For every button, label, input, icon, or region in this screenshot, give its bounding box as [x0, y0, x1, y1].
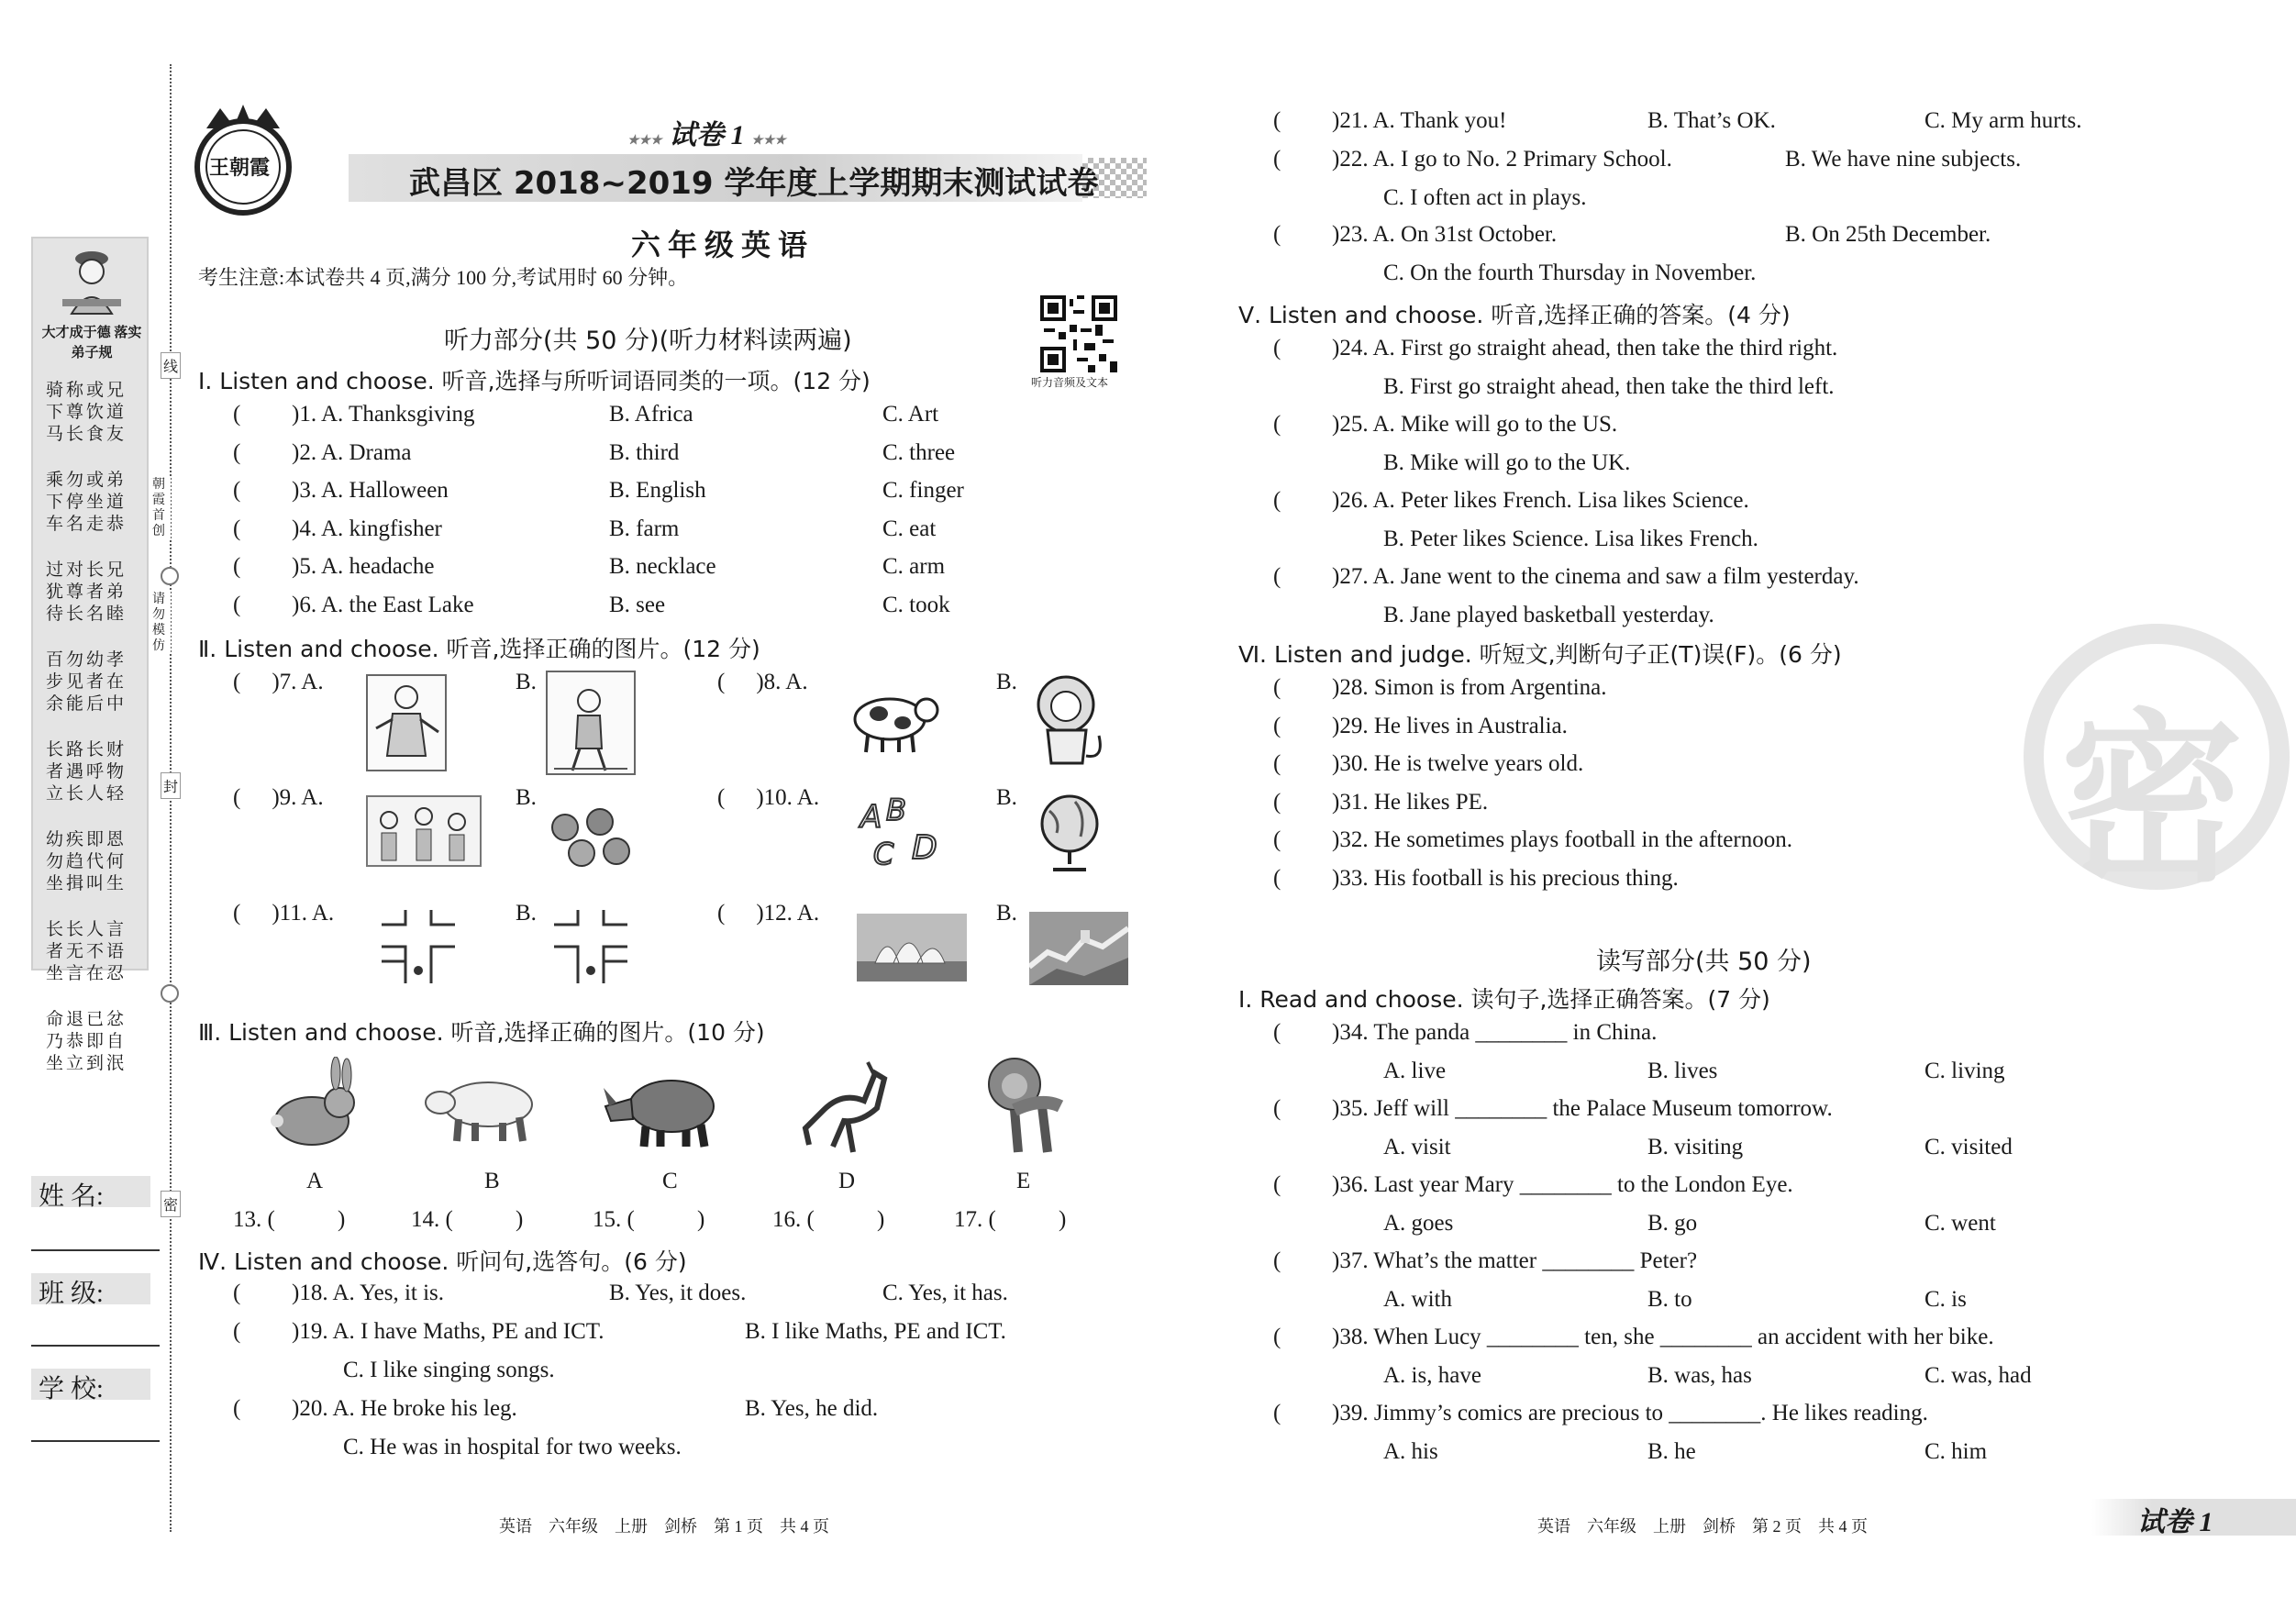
- motto-line: 百勿幼孝: [46, 650, 128, 670]
- secret-watermark: [2024, 624, 2290, 907]
- motto-title: 大才成于德 落实弟子规: [41, 326, 142, 360]
- svg-text:B: B: [886, 793, 906, 827]
- answer-paren[interactable]: (: [1273, 564, 1281, 589]
- question-option-a[interactable]: A. visit: [1383, 1135, 1451, 1159]
- answer-paren[interactable]: (: [1273, 336, 1281, 360]
- question-option-a[interactable]: )3. A. Halloween: [292, 478, 449, 504]
- q22-paren[interactable]: (: [1273, 147, 1281, 172]
- question-option-a[interactable]: )1. A. Thanksgiving: [292, 402, 475, 427]
- q23-b[interactable]: B. On 25th December.: [1785, 222, 1991, 247]
- pic-lion[interactable]: [978, 1051, 1073, 1154]
- judge-statement: )33. His football is his precious thing.: [1332, 866, 1679, 891]
- name-field-line[interactable]: [31, 1249, 160, 1251]
- fill-blank-question: )39. Jimmy’s comics are precious to ________. He likes reading.: [1332, 1401, 1928, 1425]
- pic-8b-lion[interactable]: [1027, 671, 1106, 771]
- question-option-a[interactable]: A. his: [1383, 1439, 1438, 1464]
- q18-c[interactable]: C. Yes, it has.: [882, 1281, 1008, 1305]
- question-option-b[interactable]: B. Africa: [609, 402, 693, 427]
- judge-statement: )29. He lives in Australia.: [1332, 713, 1568, 738]
- fill-blank-question: )36. Last year Mary ________ to the London Eye.: [1332, 1172, 1793, 1197]
- answer-slot-number: 15. (: [593, 1207, 635, 1232]
- question-option-b[interactable]: B. English: [609, 478, 706, 504]
- section-4-title: Ⅳ. Listen and choose. 听问句,选答句。(6 分): [198, 1248, 687, 1275]
- question-option-c[interactable]: C. living: [1924, 1059, 2005, 1083]
- answer-paren[interactable]: (: [1273, 751, 1281, 777]
- q9-num: )9. A.: [272, 785, 324, 810]
- q21-a[interactable]: )21. A. Thank you!: [1332, 108, 1507, 133]
- answer-paren[interactable]: (: [1273, 675, 1281, 700]
- answer-paren[interactable]: (: [1273, 488, 1281, 513]
- answer-slot-number: 16. (: [772, 1207, 815, 1232]
- scholar-figure: [53, 246, 130, 319]
- school-field-line[interactable]: [31, 1440, 160, 1442]
- star-deco: ★★★: [627, 134, 662, 148]
- q21-paren[interactable]: (: [1273, 108, 1281, 133]
- pic-11b-map-route[interactable]: [547, 906, 635, 985]
- q11-num: )11. A.: [272, 901, 335, 926]
- answer-paren[interactable]: (: [233, 478, 241, 504]
- q23-c[interactable]: C. On the fourth Thursday in November.: [1383, 261, 1757, 285]
- svg-text:C: C: [873, 837, 894, 871]
- answer-paren[interactable]: (: [1273, 713, 1281, 738]
- q8-b-label: B.: [996, 670, 1017, 694]
- motto-line: 马长食友: [46, 425, 128, 444]
- motto-line: 下停坐道: [46, 493, 128, 512]
- q10-num: )10. A.: [756, 785, 820, 810]
- motto-line: 者无不语: [46, 942, 128, 961]
- question-option-b[interactable]: B. Peter likes Science. Lisa likes French.: [1383, 527, 1758, 551]
- question-option-a[interactable]: A. with: [1383, 1287, 1452, 1312]
- question-option-c[interactable]: C. went: [1924, 1211, 1996, 1236]
- question-option-b[interactable]: B. third: [609, 439, 680, 465]
- answer-paren[interactable]: (: [1273, 1020, 1281, 1045]
- answer-paren[interactable]: (: [233, 593, 241, 617]
- question-option-a[interactable]: A. goes: [1383, 1211, 1454, 1236]
- paper-badge-text: 试卷 1: [669, 120, 745, 150]
- motto-line: 犹尊者弟: [46, 582, 128, 602]
- q10-b-label: B.: [996, 785, 1017, 810]
- judge-statement: )28. Simon is from Argentina.: [1332, 675, 1607, 700]
- motto-line: 命退已忿: [46, 1010, 128, 1029]
- qr-caption: 听力音频及文本: [1031, 376, 1109, 389]
- picture-letter: A: [306, 1169, 324, 1193]
- q20-a[interactable]: )20. A. He broke his leg.: [292, 1396, 517, 1421]
- pic-9a-children-playing[interactable]: [365, 794, 482, 868]
- answer-paren[interactable]: (: [233, 439, 241, 465]
- answer-slot-number: 13. (: [233, 1207, 275, 1232]
- question-option-c[interactable]: C. three: [882, 439, 956, 465]
- q18-a[interactable]: )18. A. Yes, it is.: [292, 1281, 445, 1305]
- motto-line: 长路长财: [46, 740, 128, 760]
- motto-line: 幼疾即恩: [46, 830, 128, 849]
- pic-12a-sydney-opera-house[interactable]: [857, 914, 967, 981]
- motto-line: 余能后中: [46, 694, 128, 714]
- fill-blank-question: )35. Jeff will ________ the Palace Museum tomorrow.: [1332, 1096, 1833, 1121]
- picture-letter: C: [662, 1169, 678, 1193]
- q22-c[interactable]: C. I often act in plays.: [1383, 185, 1587, 210]
- motto-line: 待长名睦: [46, 604, 128, 624]
- answer-paren[interactable]: (: [1273, 412, 1281, 437]
- pic-10b-globe[interactable]: [1033, 787, 1106, 875]
- section-7-title: Ⅰ. Read and choose. 读句子,选择正确答案。(7 分): [1238, 986, 1770, 1013]
- pic-polar-bear[interactable]: [424, 1066, 547, 1143]
- section-2-title: Ⅱ. Listen and choose. 听音,选择正确的图片。(12 分): [198, 636, 760, 662]
- question-option-a[interactable]: A. is, have: [1383, 1363, 1481, 1388]
- q9-label[interactable]: ( )9. A.: [233, 785, 324, 810]
- motto-line: 车名走恭: [46, 515, 128, 534]
- question-option-b[interactable]: B. visiting: [1647, 1135, 1744, 1159]
- listen-title: 听力部分(共 50 分)(听力材料读两遍): [444, 327, 852, 355]
- side-note-feng: 封: [161, 772, 181, 799]
- logo-text: 王朝霞: [209, 156, 271, 179]
- question-option-c[interactable]: C. eat: [882, 516, 937, 541]
- section-6-title: Ⅵ. Listen and judge. 听短文,判断句子正(T)误(F)。(6 分): [1238, 641, 1842, 668]
- q10-label[interactable]: ( )10. A.: [717, 785, 820, 810]
- question-option-a[interactable]: )2. A. Drama: [292, 439, 412, 465]
- question-option-b[interactable]: B. Mike will go to the UK.: [1383, 450, 1631, 475]
- answer-slot-close[interactable]: ): [516, 1207, 524, 1232]
- motto-line: 坐立到泯: [46, 1054, 128, 1073]
- read-write-title: 读写部分(共 50 分): [1596, 948, 1812, 976]
- question-option-a[interactable]: )26. A. Peter likes French. Lisa likes Science.: [1332, 488, 1749, 513]
- motto-line: 乃恭即自: [46, 1032, 128, 1051]
- q19-paren[interactable]: (: [233, 1319, 241, 1344]
- pic-7b-boy-hurt[interactable]: [545, 670, 637, 776]
- q22-a[interactable]: )22. A. I go to No. 2 Primary School.: [1332, 147, 1672, 172]
- q7-num: )7. A.: [272, 670, 324, 694]
- fill-blank-question: )34. The panda ________ in China.: [1332, 1020, 1658, 1045]
- question-option-a[interactable]: )4. A. kingfisher: [292, 516, 442, 541]
- q11-label[interactable]: ( )11. A.: [233, 901, 335, 926]
- question-option-b[interactable]: B. he: [1647, 1439, 1696, 1464]
- answer-paren[interactable]: (: [1273, 1096, 1281, 1121]
- qr-code[interactable]: [1040, 295, 1117, 372]
- answer-slot-number: 14. (: [411, 1207, 453, 1232]
- q20-c[interactable]: C. He was in hospital for two weeks.: [343, 1435, 682, 1459]
- school-field-text: 学 校:: [39, 1375, 104, 1403]
- q18-b[interactable]: B. Yes, it does.: [609, 1281, 747, 1305]
- q23-paren[interactable]: (: [1273, 222, 1281, 247]
- q19-a[interactable]: )19. A. I have Maths, PE and ICT.: [292, 1319, 605, 1344]
- q20-paren[interactable]: (: [233, 1396, 241, 1421]
- svg-text:A: A: [860, 799, 882, 836]
- question-option-c[interactable]: C. visited: [1924, 1135, 2013, 1159]
- q21-c[interactable]: C. My arm hurts.: [1924, 108, 2082, 133]
- q12-b-label: B.: [996, 901, 1017, 926]
- exam-notice: 考生注意:本试卷共 4 页,满分 100 分,考试用时 60 分钟。: [198, 266, 689, 289]
- binding-hole-icon: [161, 984, 179, 1003]
- answer-slot-number: 17. (: [954, 1207, 996, 1232]
- answer-paren[interactable]: (: [1273, 1401, 1281, 1425]
- fill-blank-question: )38. When Lucy ________ ten, she ________ an accident with her bike.: [1332, 1325, 1994, 1349]
- question-option-c[interactable]: C. took: [882, 593, 950, 617]
- exam-title: 武昌区 2018~2019 学年度上学期期末测试试卷: [409, 165, 1099, 202]
- answer-paren[interactable]: (: [1273, 866, 1281, 891]
- right-page-footer: 英语 六年级 上册 剑桥 第 2 页 共 4 页: [1537, 1517, 1868, 1536]
- answer-paren[interactable]: (: [1273, 789, 1281, 815]
- question-option-c[interactable]: C. is: [1924, 1287, 1967, 1312]
- star-deco: ★★★: [751, 134, 786, 148]
- motto-line: 勿趋代何: [46, 852, 128, 871]
- question-option-c[interactable]: C. was, had: [1924, 1363, 2032, 1388]
- judge-statement: )30. He is twelve years old.: [1332, 751, 1584, 777]
- answer-paren[interactable]: (: [233, 402, 241, 427]
- left-page-footer: 英语 六年级 上册 剑桥 第 1 页 共 4 页: [499, 1517, 829, 1536]
- answer-slot-close[interactable]: ): [338, 1207, 346, 1232]
- q8-label[interactable]: ( )8. A.: [717, 670, 808, 694]
- question-option-a[interactable]: )6. A. the East Lake: [292, 593, 474, 617]
- pic-7a-boy-falling[interactable]: [365, 673, 448, 772]
- q9-b-label: B.: [516, 785, 537, 810]
- question-option-a[interactable]: )27. A. Jane went to the cinema and saw a film yesterday.: [1332, 564, 1859, 589]
- side-note-mi: 密: [161, 1191, 181, 1217]
- question-option-a[interactable]: )24. A. First go straight ahead, then take the third right.: [1332, 336, 1838, 360]
- question-option-a[interactable]: )5. A. headache: [292, 554, 435, 580]
- pic-8a-cow[interactable]: [842, 682, 941, 756]
- motto-line: 骑称或兄: [46, 381, 128, 400]
- question-option-c[interactable]: C. arm: [882, 554, 946, 580]
- q23-a[interactable]: )23. A. On 31st October.: [1332, 222, 1558, 247]
- question-option-b[interactable]: B. lives: [1647, 1059, 1718, 1083]
- motto-line: 立长人轻: [46, 784, 128, 804]
- motto-line: 长长人言: [46, 920, 128, 939]
- class-field-line[interactable]: [31, 1345, 160, 1347]
- q20-b[interactable]: B. Yes, he did.: [745, 1396, 879, 1421]
- section-1-title: Ⅰ. Listen and choose. 听音,选择与所听词语同类的一项。(12 分): [198, 368, 871, 394]
- answer-paren[interactable]: (: [233, 554, 241, 580]
- question-option-b[interactable]: B. Jane played basketball yesterday.: [1383, 603, 1714, 627]
- pic-rabbit[interactable]: [255, 1057, 365, 1152]
- answer-paren[interactable]: (: [233, 516, 241, 541]
- question-option-b[interactable]: B. necklace: [609, 554, 716, 580]
- pic-11a-map-route[interactable]: [374, 906, 462, 985]
- pic-horse[interactable]: [796, 1055, 888, 1158]
- section-5-title: Ⅴ. Listen and choose. 听音,选择正确的答案。(4 分): [1238, 302, 1791, 328]
- q19-c[interactable]: C. I like singing songs.: [343, 1358, 555, 1382]
- q7-b-label: B.: [516, 670, 537, 694]
- question-option-c[interactable]: C. him: [1924, 1439, 1988, 1464]
- section-3-title: Ⅲ. Listen and choose. 听音,选择正确的图片。(10 分): [198, 1019, 765, 1046]
- q8-num: )8. A.: [756, 670, 808, 694]
- motto-line: 下尊饮道: [46, 403, 128, 422]
- pic-12b-great-wall[interactable]: [1029, 912, 1128, 985]
- pic-rhino[interactable]: [600, 1066, 725, 1148]
- svg-text:D: D: [912, 829, 937, 867]
- judge-statement: )31. He likes PE.: [1332, 789, 1489, 815]
- q12-label[interactable]: ( )12. A.: [717, 901, 820, 926]
- answer-slot-close[interactable]: ): [877, 1207, 885, 1232]
- answer-slot-close[interactable]: ): [1059, 1207, 1067, 1232]
- q18-paren[interactable]: (: [233, 1281, 241, 1305]
- question-option-b[interactable]: B. was, has: [1647, 1363, 1752, 1388]
- answer-slot-close[interactable]: ): [697, 1207, 705, 1232]
- answer-paren[interactable]: (: [1273, 1325, 1281, 1349]
- answer-paren[interactable]: (: [1273, 827, 1281, 853]
- fill-blank-question: )37. What’s the matter ________ Peter?: [1332, 1248, 1698, 1273]
- answer-paren[interactable]: (: [1273, 1172, 1281, 1197]
- side-note-xian: 线: [161, 352, 181, 379]
- question-option-c[interactable]: C. Art: [882, 402, 939, 427]
- question-option-b[interactable]: B. to: [1647, 1287, 1692, 1312]
- name-field-text: 姓 名:: [39, 1182, 104, 1211]
- motto-line: 者遇呼物: [46, 762, 128, 782]
- motto-line: 乘勿或弟: [46, 471, 128, 490]
- answer-paren[interactable]: (: [1273, 1248, 1281, 1273]
- paper-badge: [627, 112, 786, 152]
- picture-letter: D: [838, 1169, 856, 1193]
- question-option-b[interactable]: B. go: [1647, 1211, 1698, 1236]
- motto-panel: [31, 237, 149, 1073]
- picture-letter: E: [1016, 1169, 1031, 1193]
- q19-b[interactable]: B. I like Maths, PE and ICT.: [745, 1319, 1006, 1344]
- motto-line: 坐言在忍: [46, 964, 128, 983]
- side-note-nocopy: 请勿模仿: [152, 592, 171, 654]
- question-option-a[interactable]: )25. A. Mike will go to the US.: [1332, 412, 1618, 437]
- q12-num: )12. A.: [756, 901, 820, 926]
- q11-b-label: B.: [516, 901, 537, 926]
- question-option-a[interactable]: A. live: [1383, 1059, 1447, 1083]
- pic-10a-letters-abcd[interactable]: [853, 793, 954, 875]
- q7-label[interactable]: ( )7. A.: [233, 670, 324, 694]
- picture-letter: B: [484, 1169, 500, 1193]
- binding-hole-icon: [161, 567, 179, 585]
- class-field-text: 班 级:: [39, 1280, 104, 1308]
- pic-9b-balls[interactable]: [545, 805, 633, 871]
- subject-title: 六 年 级 英 语: [631, 228, 808, 261]
- question-option-c[interactable]: C. finger: [882, 478, 964, 504]
- motto-line: 过对长兄: [46, 560, 128, 580]
- question-option-b[interactable]: B. see: [609, 593, 666, 617]
- q21-b[interactable]: B. That’s OK.: [1647, 108, 1776, 133]
- side-note-original: 朝霞首创: [152, 477, 171, 539]
- motto-line: 步见者在: [46, 672, 128, 692]
- judge-statement: )32. He sometimes plays football in the afternoon.: [1332, 827, 1792, 853]
- corner-badge: 试卷 1: [2137, 1507, 2213, 1537]
- q22-b[interactable]: B. We have nine subjects.: [1785, 147, 2022, 172]
- question-option-b[interactable]: B. First go straight ahead, then take the third left.: [1383, 374, 1835, 399]
- motto-line: 坐揖叫生: [46, 874, 128, 893]
- watermark-char: 密: [2060, 693, 2245, 907]
- question-option-b[interactable]: B. farm: [609, 516, 680, 541]
